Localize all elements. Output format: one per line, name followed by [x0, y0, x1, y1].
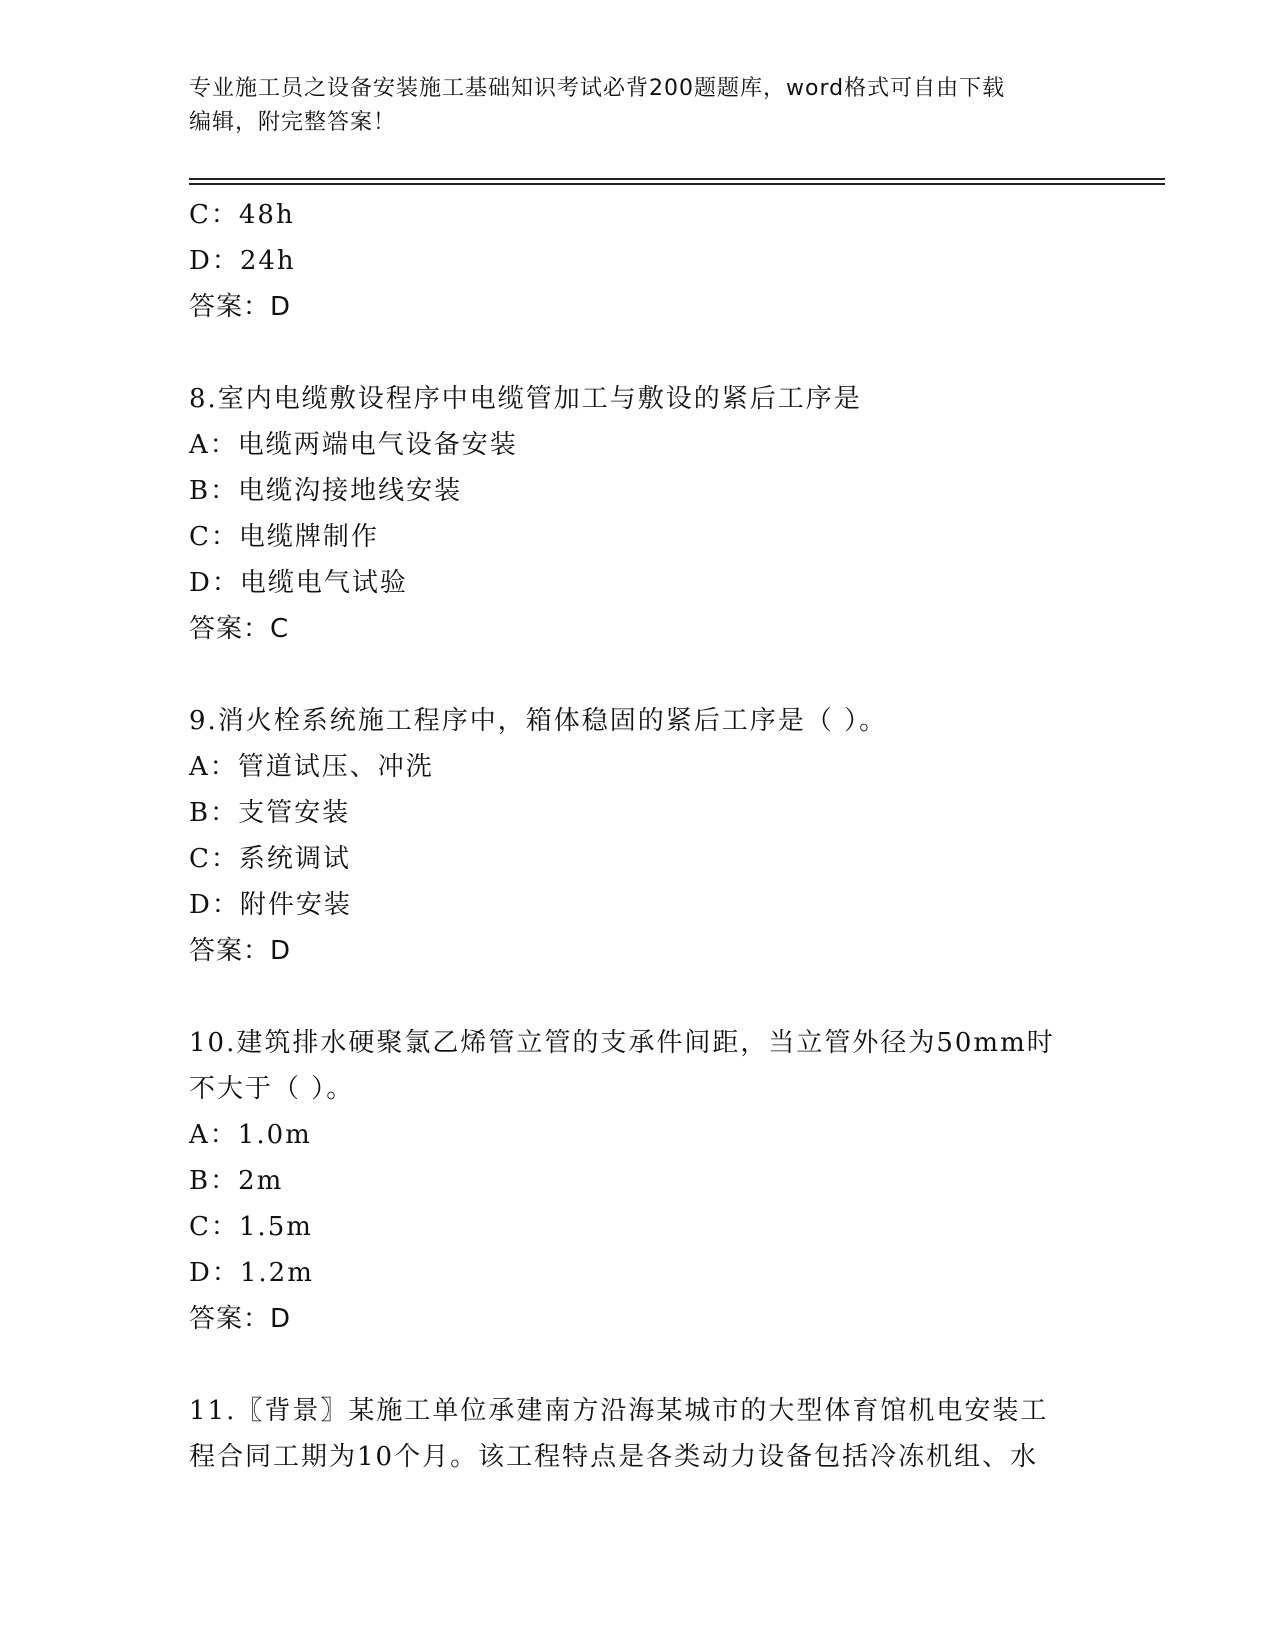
- header-divider-top: [189, 178, 1165, 180]
- answer-line: 答案：D: [189, 1304, 292, 1334]
- spacer: [189, 974, 1089, 1020]
- answer-line: 答案：D: [189, 936, 292, 966]
- question-stem: 8.室内电缆敷设程序中电缆管加工与敷设的紧后工序是: [189, 384, 862, 414]
- option-c: C：1.5m: [189, 1212, 313, 1242]
- question-block-9: [189, 698, 1089, 974]
- question-stem-line-1: 10.建筑排水硬聚氯乙烯管立管的支承件间距，当立管外径为50mm时: [189, 1028, 1055, 1058]
- header-title-line-1: 专业施工员之设备安装施工基础知识考试必背200题题库，word格式可自由下载: [189, 76, 1006, 101]
- spacer: [189, 330, 1089, 376]
- option-a: A：电缆两端电气设备安装: [189, 430, 518, 460]
- question-block-11: [189, 1388, 1089, 1480]
- question-block-8: [189, 376, 1089, 652]
- spacer: [189, 652, 1089, 698]
- option-d: D：电缆电气试验: [189, 568, 408, 598]
- question-block-7: [189, 192, 1089, 330]
- option-a: A：管道试压、冲洗: [189, 752, 434, 782]
- question-stem: 9.消火栓系统施工程序中，箱体稳固的紧后工序是（ ）。: [189, 706, 888, 736]
- option-d: D：24h: [189, 246, 296, 276]
- question-stem-line-2: 不大于（ ）。: [189, 1074, 355, 1104]
- header-title-line-2: 编辑，附完整答案！: [189, 110, 397, 135]
- option-d: D：附件安装: [189, 890, 352, 920]
- answer-line: 答案：C: [189, 614, 290, 644]
- option-b: B：2m: [189, 1166, 284, 1196]
- option-c: C：48h: [189, 200, 295, 230]
- header-divider-bottom: [189, 183, 1165, 185]
- option-d: D：1.2m: [189, 1258, 314, 1288]
- spacer: [189, 1342, 1089, 1388]
- question-stem-line-1: 11.〖背景〗某施工单位承建南方沿海某城市的大型体育馆机电安装工: [189, 1396, 1049, 1426]
- option-c: C：电缆牌制作: [189, 522, 379, 552]
- question-stem-line-2: 程合同工期为10个月。该工程特点是各类动力设备包括冷冻机组、水: [189, 1442, 1039, 1472]
- question-list: [189, 192, 1089, 1480]
- option-a: A：1.0m: [189, 1120, 312, 1150]
- document-header: [189, 72, 1089, 140]
- option-b: B：支管安装: [189, 798, 351, 828]
- option-b: B：电缆沟接地线安装: [189, 476, 463, 506]
- option-c: C：系统调试: [189, 844, 351, 874]
- answer-line: 答案：D: [189, 292, 292, 322]
- question-block-10: [189, 1020, 1089, 1342]
